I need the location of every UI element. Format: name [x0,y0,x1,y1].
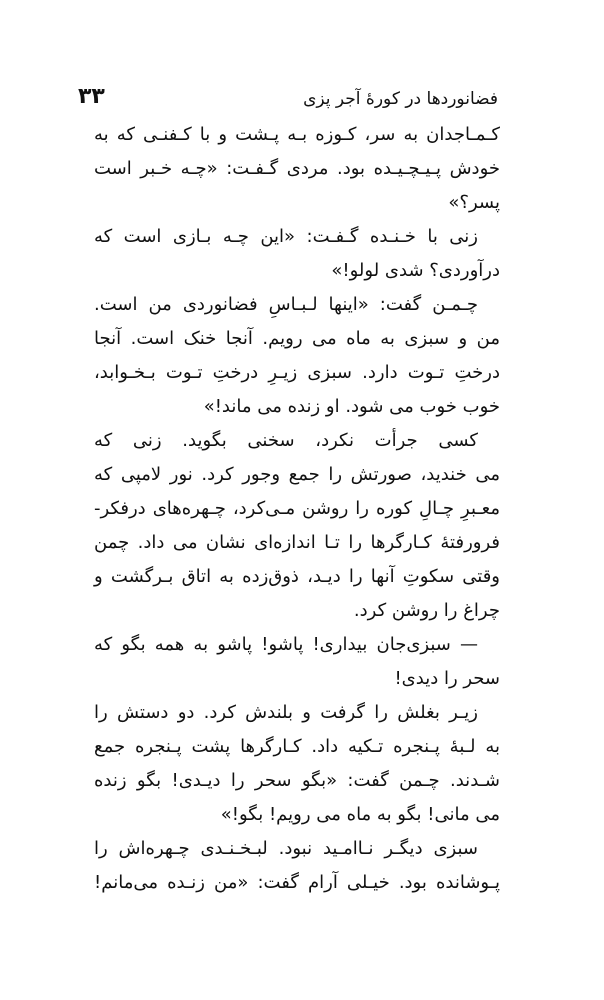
page-header [78,84,498,120]
text-line: خودش پـیـچـیـده بود. مردی گـفـت: «چـه خـبر است [94,158,500,179]
text-line: می خندید، صورتش را جمع وجور کرد. نور لامپی که [94,464,500,485]
text-line: پسر؟» [448,192,500,213]
text-line: وقتی سکوتِ آنها را دیـد، ذوق‌زده به اتاق بـرگشت و [94,566,500,587]
text-line: چراغ را روشن کرد. [353,600,500,621]
text-line: زیـر بغلش را گرفت و بلندش کرد. دو دستش را [94,702,478,723]
text-line: زنی با خـنـده گـفـت: «این چـه بـازی است که [94,226,478,247]
text-line: پـوشانده بود. خیـلی آرام گفت: «من زنـده می‌مانم! [94,872,500,893]
page-number: ۳۳ [78,84,105,109]
running-title: فضانوردها در کورهٔ آجر پزی [303,89,498,109]
text-line: می مانی! بگو به ماه می رویم! بگو!» [220,804,500,825]
text-line: من و سبزی به ماه می رویم. آنجا خنک است. آنجا [94,328,500,349]
text-line: سبزی دیگـر نـاامـید نبود. لبـخـنـدی چـهره‌اش را [94,838,478,859]
text-line: خوب خوب می شود. او زنده می ماند!» [203,396,500,417]
text-line: — سبزی‌جان بیداری! پاشو! پاشو به همه بگو که [94,634,478,655]
text-line: سحر را دیدی! [394,668,500,689]
text-line: معـبرِ چـالِ کوره را روشن مـی‌کرد، چـهره‌های درفکر‌- [94,498,500,519]
text-line: به لـبهٔ پـنجره تـکیه داد. کـارگرها پشت پـنجره جمع [94,736,500,757]
text-line: فرورفتهٔ کـارگرها را تـا اندازه‌ای نشان می داد. چمن [94,532,500,553]
body-text [94,118,500,900]
text-line: چـمـن گفت: «اینها لـبـاسِ فضانوردی من است. [94,294,478,315]
text-line: شـدند. چـمن گفت: «بگو سحر را دیـدی! بگو زنده [94,770,500,791]
text-line: درختِ تـوت دارد. سبزی زیـرِ درختِ تـوت بـخـوابد، [94,362,500,383]
text-line: درآوردی؟ شدی لولو!» [331,260,500,281]
text-line: کسی جرأت نکرد، سخنی بگوید. زنی که [94,430,478,451]
text-line: کـمـاجدان به سر، کـوزه بـه پـشت و با کـفنـی که به [94,124,500,145]
